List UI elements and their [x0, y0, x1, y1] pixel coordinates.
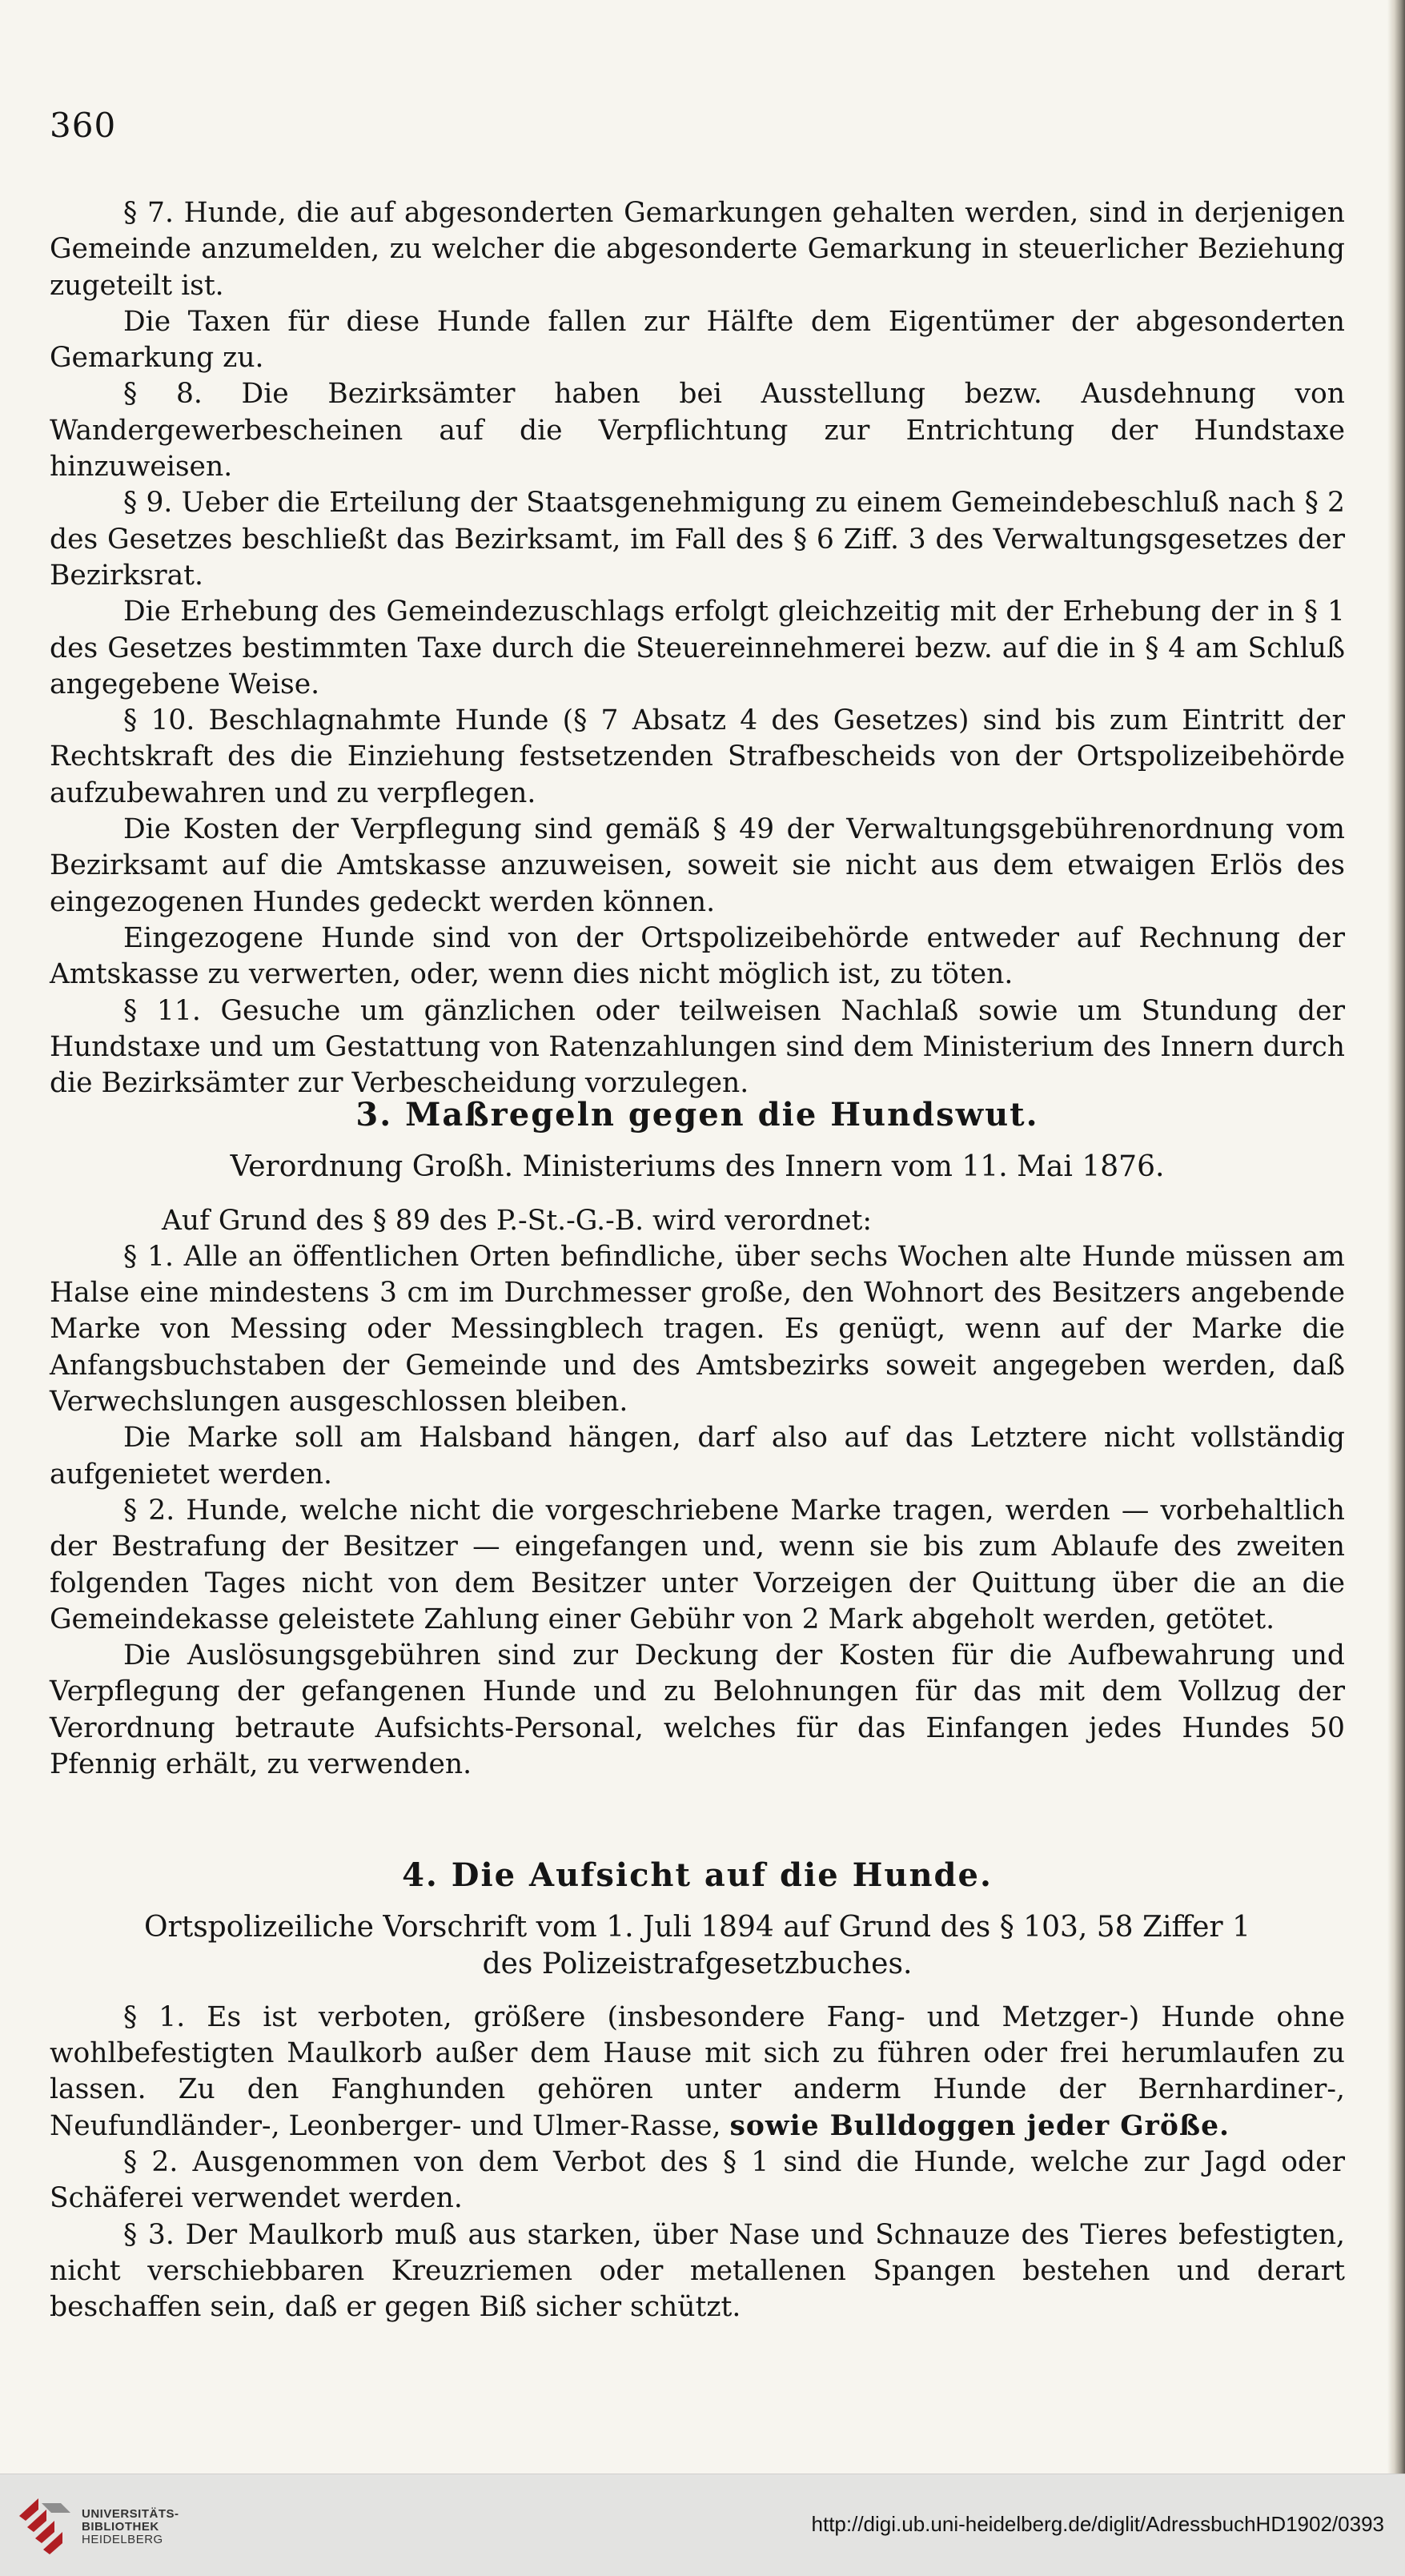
viewer-footer [0, 2474, 1405, 2576]
rabies-paragraph-1: § 1. Alle an öffentlichen Orten befindliche, über sechs Wochen alte Hunde müssen am Halse eine mindestens 3 cm im Durchmesser große, den Wohnort des Besitzers angebende Marke von Messing oder Messingblech tragen. Es genügt, wenn auf der Marke die Anfangsbuchstaben der Gemeinde und des Amtsbezirks soweit angegeben werden, daß Verwechslungen ausgeschlossen bleiben. [50, 1240, 1345, 1418]
muzzle-paragraph-1 [50, 2000, 1345, 2145]
page-number: 360 [50, 106, 117, 145]
tax-regulations-section [50, 195, 1345, 1101]
muzzle-paragraph-1-bold: sowie Bulldoggen jeder Größe. [729, 2109, 1230, 2142]
paragraph-8: § 8. Die Bezirksämter haben bei Ausstellung bezw. Ausdehnung von Wandergewerbescheinen auf die Verpflichtung zur Entrichtung der Hundstaxe hinzuweisen. [50, 378, 1345, 484]
section-4-regulation-title-line2: des Polizeistrafgesetzbuches. [482, 1947, 913, 1980]
paragraph-9-collection: Die Erhebung des Gemeindezuschlags erfolgt gleichzeitig mit der Erhebung der in § 1 des Gesetzes bestimmten Taxe durch die Steuereinnehmerei bezw. auf die in § 4 am Schluß angegebene Weise. [50, 596, 1345, 700]
library-name-line2: BIBLIOTHEK [82, 2520, 159, 2534]
university-library-logo-icon [14, 2492, 77, 2559]
rabies-measures-section [50, 1097, 1345, 1783]
paragraph-11: § 11. Gesuche um gänzlichen oder teilweisen Nachlaß sowie um Stundung der Hundstaxe und um Gestattung von Ratenzahlungen sind dem Ministerium des Innern durch die Bezirksämter zur Verbescheidung vorzulegen. [50, 994, 1345, 1100]
paragraph-7: § 7. Hunde, die auf abgesonderten Gemarkungen gehalten werden, sind in derjenigen Gemeinde anzumelden, zu welcher die abgesonderte Gemarkung in steuerlicher Beziehung zugeteilt ist. [50, 197, 1345, 302]
section-3-preamble: Auf Grund des § 89 des P.-St.-G.-B. wird verordnet: [162, 1204, 873, 1237]
dog-supervision-section [50, 1857, 1345, 2326]
paragraph-9: § 9. Ueber die Erteilung der Staatsgenehmigung zu einem Gemeindebeschluß nach § 2 des Gesetzes beschließt das Bezirksamt, im Fall des § 6 Ziff. 3 des Verwaltungsgesetzes der Bezirksrat. [50, 487, 1345, 592]
source-url-link[interactable]: http://digi.ub.uni-heidelberg.de/diglit/AdressbuchHD1902/0393 [811, 2512, 1384, 2536]
library-name [82, 2508, 179, 2546]
paragraph-7-taxes: Die Taxen für diese Hunde fallen zur Hälfte dem Eigentümer der abgesonderten Gemarkung zu. [50, 305, 1345, 375]
muzzle-paragraph-3: § 3. Der Maulkorb muß aus starken, über Nase und Schnauze des Tieres befestigten, nicht verschiebbaren Kreuzriemen oder metallenen Spangen bestehen und derart beschaffen sein, daß er gegen Biß sicher schützt. [50, 2218, 1345, 2324]
rabies-paragraph-1-tag: Die Marke soll am Halsband hängen, darf also auf das Letztere nicht vollständig aufgenietet werden. [50, 1422, 1345, 1491]
rabies-paragraph-2-fees: Die Auslösungsgebühren sind zur Deckung der Kosten für die Aufbewahrung und Verpflegung der gefangenen Hunde und zu Belohnungen für das mit dem Vollzug der Verordnung betraute Aufsichts-Personal, welches für das Einfangen jedes Hundes 50 Pfennig erhält, zu verwenden. [50, 1639, 1345, 1781]
muzzle-paragraph-2: § 2. Ausgenommen von dem Verbot des § 1 sind die Hunde, welche zur Jagd oder Schäferei verwendet werden. [50, 2146, 1345, 2215]
section-3-heading: 3. Maßregeln gegen die Hundswut. [355, 1096, 1039, 1134]
section-3-ordinance-title: Verordnung Großh. Ministeriums des Innern vom 11. Mai 1876. [230, 1150, 1165, 1184]
book-spine-shadow [1387, 0, 1405, 2474]
library-name-line1: UNIVERSITÄTS- [82, 2507, 179, 2521]
muzzle-paragraph-1-text: § 1. Es ist verboten, größere (insbesondere Fang- und Metzger-) Hunde ohne wohlbefestigten Maulkorb außer dem Hause mit sich zu führen oder frei herumlaufen zu lassen. Zu den Fanghunden gehören unter anderm Hunde der Bernhardiner-, Neufundländer-, Leonberger- und Ulmer-Rasse, [50, 2000, 1345, 2142]
library-name-line3: HEIDELBERG [82, 2533, 163, 2546]
paragraph-10-costs: Die Kosten der Verpflegung sind gemäß § 49 der Verwaltungsgebührenordnung vom Bezirksamt auf die Amtskasse anzuweisen, soweit sie nicht aus dem etwaigen Erlös des eingezogenen Hundes gedeckt werden können. [50, 813, 1345, 918]
rabies-paragraph-2: § 2. Hunde, welche nicht die vorgeschriebene Marke tragen, werden — vorbehaltlich der Bestrafung der Besitzer — eingefangen und, wenn sie bis zum Ablaufe des zweiten folgenden Tages nicht von dem Besitzer unter Vorzeigen der Quittung über die an die Gemeindekasse geleistete Zahlung einer Gebühr von 2 Mark abgeholt werden, getötet. [50, 1494, 1345, 1635]
section-4-regulation-title-line1: Ortspolizeiliche Vorschrift vom 1. Juli 1894 auf Grund des § 103, 58 Ziffer 1 [144, 1911, 1250, 1944]
paragraph-10: § 10. Beschlagnahmte Hunde (§ 7 Absatz 4 des Gesetzes) sind bis zum Eintritt der Rechtskraft des die Einziehung festsetzenden Strafbescheids von der Ortspolizeibehörde aufzubewahren und zu verpflegen. [50, 704, 1345, 809]
section-4-heading: 4. Die Aufsicht auf die Hunde. [402, 1856, 993, 1894]
paragraph-10-confiscated: Eingezogene Hunde sind von der Ortspolizeibehörde entweder auf Rechnung der Amtskasse zu verwerten, oder, wenn dies nicht möglich ist, zu töten. [50, 921, 1345, 991]
